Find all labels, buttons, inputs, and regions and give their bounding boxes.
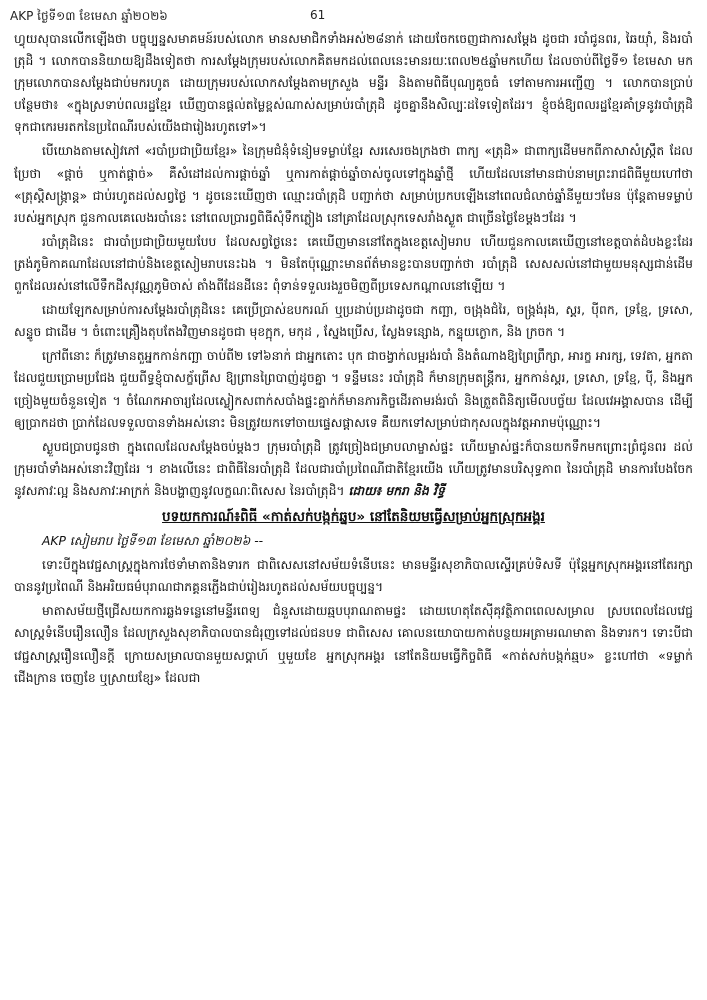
page-header — [10, 4, 697, 26]
article1-paragraph-6 — [14, 436, 693, 502]
article2-dateline: AKP សៀមរាប ថ្ងៃទី១៣ ខែមេសា ឆ្នាំ២០២៦ -- — [42, 534, 264, 549]
article2-paragraph-1: ទោះបីក្នុងវេជ្ជសាស្ត្រក្នុងការថែទាំមាតានិងទារក ជាពិសេសនៅសម័យទំនើបនេះ មានមន្ទីរសុខាភិបាលស្ទើរគ្រប់ទិសទី ប៉ុន្តែអ្នកស្រុកអង្គរនៅតែរក្សាបាននូវប្រពៃណី និងអរិយធម៌បុរាណជាភគ្គនភ្ជើងជាប់រៀងរហូតដល់សម័យបច្ចុប្បន្ន។ — [14, 558, 693, 595]
article2-headline: បទយកការណ៍៖ពិធី «កាត់សក់បង្កក់ឆ្នប» នៅតែនិយមធ្វើសម្រាប់អ្នកស្រុកអង្គរ — [162, 508, 545, 525]
document-body — [14, 28, 693, 691]
article1-byline: ដោយ៖ មករា និង វិទ្ធី — [348, 483, 445, 498]
article1-paragraph-6-text: ស្ងួបជប្រាបជូនថា ក្នុងពេលដែលសម្តែងចប់ម្តងៗ ក្រុមរបាំត្រុដិ ត្រូវច្រៀងជម្រាបលាម្ចាស់ផ្ទះ ហើយម្ចាស់ផ្ទះក៏បានយកទឹកមកព្រោះព្រំជូនពរ ដល់ក្រុមរបាំទាំងអស់នោះវិញដែរ ។ ខាងលើនេះ ជាពិធីនៃរបាំត្រុដិ ដែលជារបាំប្រពៃណីជាតិខ្មែរយើង ហើយត្រូវមានបរិសុទ្ធភាព នៃរបាំត្រុដិ មានការបែងចែកនូវសភាវៈល្អ និងសភាវៈអាក្រក់ និងបង្ហាញនូវលក្ខណៈពិសេស នៃរបាំត្រុដិ។ — [14, 439, 693, 498]
article1-paragraph-1: ហ្វុយសុបានលើកឡើងថា បច្ចុប្បន្នសមាគមន៍របស់លោក មានសមាជិកទាំងអស់២៨នាក់ ដោយចែកចេញជាការសម្តែង ដូចជា របាំជូនពរ, ឆៃយ៉ាំ, និងរបាំត្រុដិ ។ លោកបាននិយាយឱ្យដឹងទៀតថា ការសម្តែងក្រុមរបស់លោកគិតមកដល់ពេលនេះមានរយៈពេល២៥ឆ្នាំមកហើយ ដែលចាប់ពីថ្ងៃទី១ ខែមេសា មក ក្រុមលោកបានសម្តែងជាប់មករហូត ដោយក្រុមរបស់លោកសម្តែងតាមក្រសួង មន្ទីរ និងតាមពិធីបុណ្យគួចធំ ទៅតាមការអញ្ជើញ ។ លោកបានប្រាប់បន្ថែមថា៖ «ក្នុងស្រទាប់ពលរដ្ឋខ្មែរ ឃើញបានផ្តល់តម្លៃខ្ពស់ណាស់សម្រាប់របាំត្រុដិ ដូចគ្នានឹងសិល្បៈដទៃទៀតដែរ។ ខ្ញុំចង់ឱ្យពលរដ្ឋខ្មែរគាំទ្រនូវរបាំត្រុដិ ទុកជាកេរមរតកនៃប្រពៃណីរបស់យើងជារៀងរហូតទៅ»។ — [14, 32, 693, 135]
article1-paragraph-5: ក្រៅពីនោះ ក៏ត្រូវមានតួអ្នកកាន់កញ្ឆា ចាប់ពី២ ទៅ៦នាក់ ជាអ្នកតោះ បុក ជាចង្វាក់លម្អរង់របាំ និងតំណាងឱ្យព្រៃព្រឹក្សា, អារក្ខ អារក្ស, ទេវតា, អ្នកតា ដែលជួយប្រោមប្រជែង ជួយពីទ្ធខ្ញុំបាសក្ខ័ព្រើស ឱ្យព្រានព្រៃបាញ់ដូចគ្នា ។ ទន្ទឹមនេះ របាំត្រុដិ ក៏មានក្រុមតន្ត្រីករ, អ្នកកាន់ស្គរ, ទ្រសោ, ទ្រខ្មែ, ប៉ី, និងអ្នកច្រៀងមួយចំនួនទៀត ។ ចំណែកអាចារ្យដែលស្លៀកសពាក់សបាំងផ្ទះគ្នាក់ក៏មានភារកិច្ចដើរតាមរង់របាំ និងត្រួតពិនិត្យមើលបច្ច័យ ដែលវេអង្គាសបាន ដើម្បីឲ្យប្រាកដថា ប្រាក់ដែលទទួលបានទាំងអស់នោះ មិនត្រូវយកទៅចាយផ្ទេសផ្តាសទេ គឺយកទៅសម្រាប់ជាកុសលក្នុងវត្តអារាមប៉ុណ្ណោះ។ — [14, 349, 693, 430]
article1-paragraph-4: ដោយឡែកសម្រាប់ការសម្តែងរបាំត្រុដិនេះ គេប្រើប្រាស់ឧបករណ៍ ឬប្រដាប់ប្រដាដូចជា កញ្ឆា, ចង្រុងជំរៃ, ចង្រ្កង់រុង, ស្គរ, ប៉ីពក, ទ្រខ្មែ, ទ្រសោ, សន្ទូច ជាដើម ។ ចំពោះគ្រឿងតុបតែងវិញមានដូចជា មុខក្អុក, មកុដ , ស្នែងប្រើស, ស្លែងទន្សោង, កន្ទុយក្ងោក, និង ក្រចក ។ — [14, 303, 693, 340]
header-source-date: AKP ថ្ងៃទី១៣ ខែមេសា ឆ្នាំ២០២៦ — [10, 9, 168, 23]
article1-paragraph-2: បើយោងតាមសៀវភៅ «របាំប្រជាប្រិយខ្មែរ» នៃក្រុមជំនុំទំនៀមទម្លាប់ខ្មែរ សរសេរចងក្រងថា ពាក្យ «ត្រុដិ» ជាពាក្យដើមមកពីភាសាសំស្ក្រឹត ដែលប្រែថា «ផ្តាច់ ឬកាត់ផ្តាច់» គឺសំដៅដល់ការផ្តាច់ឆ្នាំ ឬការកាត់ផ្តាច់ឆ្នាំចាស់ចូលទៅក្នុងឆ្នាំថ្មី ហើយដែលនៅមានជាប់នាមព្រះរាជពិធីមួយហៅថា «ត្រុស្តិសង្ក្រាន្ត» ជាប់រហូតដល់សព្វថ្ងៃ ។ ដូចនេះឃើញថា ឈ្មោះរបាំត្រុដិ បញ្ជាក់ថា សម្រាប់ប្រកបឡើងនៅពេលជំលាច់ឆ្នាំនីមួយៗមែន ប៉ុន្តែតាមទម្លាប់របស់អ្នកស្រុក ជួនកាលគេលេងរបាំនេះ នៅពេលប្រារព្ធពិធីសុំទឹកភ្លៀង នៅគ្រាដែលស្រុកទេសរាំងស្ងួត ជាច្រើនថ្ងៃខែម្តងៗដែរ ។ — [14, 144, 693, 225]
page-number: 61 — [310, 8, 326, 22]
article1-paragraph-3: របាំត្រុដិនេះ ជារបាំប្រជាប្រិយមួយបែប ដែលសព្វថ្ងៃនេះ គេឃើញមាននៅតែក្នុងខេត្តសៀមរាប ហើយជួនកាលគេឃើញនៅខេត្តបាត់ដំបងខ្លះដែរ ត្រង់ភូមិកាគណាដែលនៅជាប់និងខេត្តសៀមរាបនេះឯង ។ មិនតែប៉ុណ្ណោះមានព័ត៌មានខ្លះបានបញ្ជាក់ថា របាំត្រុដិ សេសសល់នៅជាមួយមនុស្សជាន់ដើម ពួកដែលរស់នៅលើទឹកដីសុវណ្ណភូមិចាស់ តាំងពីដែនដីនេះ ពុំទាន់ទទួលរងរួចមិញពីប្រទេសកណ្តាលនៅឡើយ ។ — [14, 234, 693, 294]
article2-paragraph-2: មាតាសម័យថ្មីជ្រើសយកការឆ្លងទន្លេនៅមន្ទីរពេទ្យ ជំនួសដោយឆ្មបបុរាណតាមផ្ទះ ដោយហេតុតែស៊ីគុវត្ថិភាពពេលសម្រាល ស្របពេលដែលវេជ្ជសាស្ត្រទំនើបរឿនលឿន ដែលក្រសួងសុខាភិបាលបានជំរុញទៅដល់ជនបទ ជាពិសេស គោលនយោបាយកាត់បន្ថយអត្រាមរណមាតា និងទារក។ ទោះបីជា វេជ្ជសាស្ត្ររឿនលឿនក្តី ក្រោយសម្រាលបានមួយសប្តាហ៍ ឬមួយខែ អ្នកស្រុកអង្គរ នៅតែនិយមធ្វើកិច្ចពិធី «កាត់សក់បង្កក់ឆ្មប» ខ្លះហៅថា «ទម្លាក់ជើងក្រាន ចេញខែ ឬស្រាយខ្សែ» ដែលជា — [14, 604, 693, 685]
